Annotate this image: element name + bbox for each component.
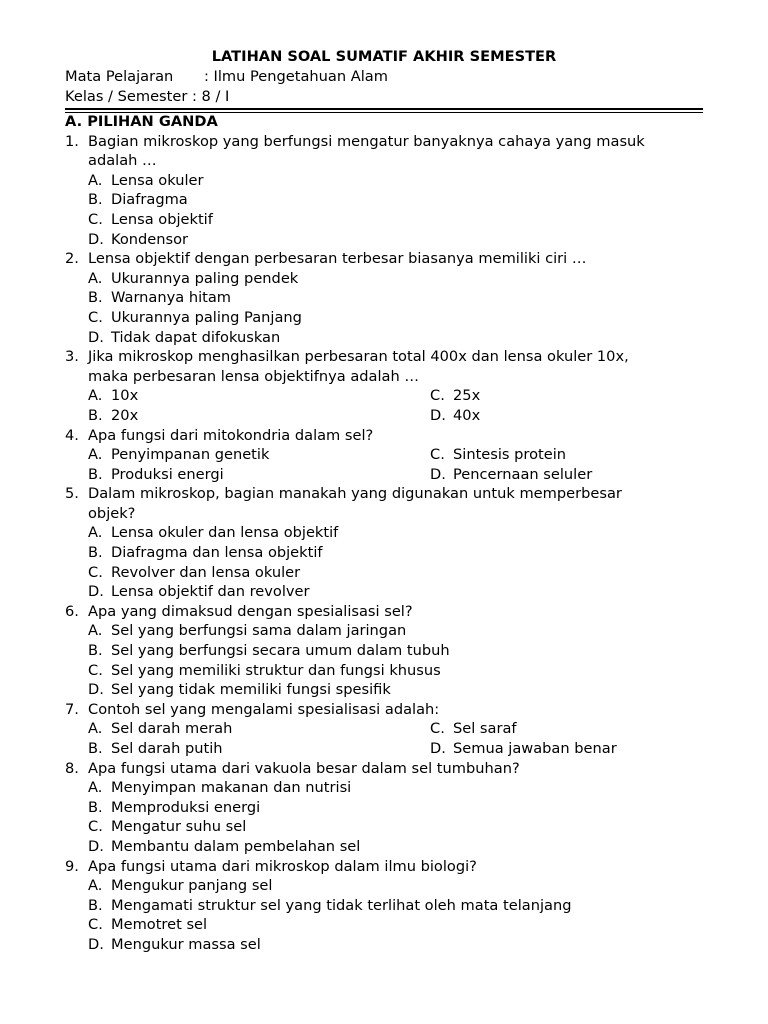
subject-value: : Ilmu Pengetahuan Alam — [204, 68, 388, 85]
option-a: A. Sel darah merah — [88, 720, 233, 738]
question-text: Lensa objektif dengan perbesaran terbesar biasanya memiliki ciri … — [88, 250, 587, 268]
question-text-continued: adalah … — [88, 152, 157, 170]
question-text: Apa fungsi utama dari mikroskop dalam ilmu biologi? — [88, 857, 477, 875]
option-b: B. Mengamati struktur sel yang tidak terlihat oleh mata telanjang — [88, 896, 572, 914]
question-7 — [65, 700, 705, 720]
option-d: D. Tidak dapat difokuskan — [88, 328, 281, 346]
option-a: A. Menyimpan makanan dan nutrisi — [88, 779, 352, 797]
option-c: C. 25x — [430, 387, 481, 405]
question-text: Jika mikroskop menghasilkan perbesaran total 400x dan lensa okuler 10x, — [88, 348, 629, 366]
option-c: C. Memotret sel — [88, 916, 208, 934]
question-3 — [65, 347, 705, 367]
option-a: A. Sel yang berfungsi sama dalam jaringan — [88, 622, 407, 640]
option-c: C. Lensa objektif — [88, 210, 213, 228]
question-number: 5. — [65, 485, 79, 503]
option-b: B. Produksi energi — [88, 465, 224, 483]
subject-row — [65, 67, 388, 87]
option-d: D. Pencernaan seluler — [430, 465, 593, 483]
option-a: A. Lensa okuler — [88, 171, 204, 189]
question-number: 2. — [65, 250, 79, 268]
question-number: 9. — [65, 857, 79, 875]
option-b: B. Diafragma — [88, 191, 188, 209]
option-d: D. Membantu dalam pembelahan sel — [88, 837, 361, 855]
question-number: 7. — [65, 700, 79, 718]
option-row-ac — [65, 445, 705, 465]
option-c: C. Mengatur suhu sel — [88, 818, 247, 836]
question-2 — [65, 249, 705, 269]
option-b: B. Sel darah putih — [88, 740, 223, 757]
question-9 — [65, 857, 705, 877]
question-text: Apa yang dimaksud dengan spesialisasi sel? — [88, 602, 413, 620]
question-number: 8. — [65, 759, 79, 777]
class-value: : 8 / I — [187, 88, 230, 105]
question-text: Dalam mikroskop, bagian manakah yang digunakan untuk memperbesar — [88, 485, 622, 503]
option-c: C. Sintesis protein — [430, 446, 567, 464]
question-number: 3. — [65, 348, 79, 366]
option-a: A. Lensa okuler dan lensa objektif — [88, 524, 339, 542]
option-row-bd — [65, 465, 705, 485]
option-d: D. Lensa objektif dan revolver — [88, 583, 310, 601]
option-c: C. Ukurannya paling Panjang — [88, 308, 302, 326]
question-list — [65, 112, 705, 955]
section-title: A. PILIHAN GANDA — [65, 113, 218, 130]
question-number: 6. — [65, 602, 79, 620]
option-a: A. 10x — [88, 387, 139, 405]
question-text: Apa fungsi dari mitokondria dalam sel? — [88, 426, 374, 444]
question-6 — [65, 602, 705, 622]
class-label: Kelas / Semester — [65, 88, 188, 105]
subject-label: Mata Pelajaran — [65, 68, 174, 85]
page-title: LATIHAN SOAL SUMATIF AKHIR SEMESTER — [211, 48, 557, 65]
option-d: D. 40x — [430, 406, 481, 424]
option-b: B. 20x — [88, 406, 139, 424]
option-row-bd — [65, 739, 705, 759]
question-1 — [65, 132, 705, 152]
question-text: Apa fungsi utama dari vakuola besar dalam sel tumbuhan? — [88, 759, 520, 777]
option-d: D. Kondensor — [88, 230, 189, 248]
class-row — [65, 87, 229, 107]
option-d: D. Sel yang tidak memiliki fungsi spesifik — [88, 681, 391, 699]
option-b: B. Memproduksi energi — [88, 798, 261, 816]
option-a: A. Penyimpanan genetik — [88, 446, 270, 464]
option-d: D. Semua jawaban benar — [430, 740, 617, 757]
option-row-ac — [65, 386, 705, 406]
option-b: B. Diafragma dan lensa objektif — [88, 544, 323, 562]
option-a: A. Ukurannya paling pendek — [88, 269, 299, 287]
question-number: 1. — [65, 132, 79, 150]
question-text: Bagian mikroskop yang berfungsi mengatur banyaknya cahaya yang masuk — [88, 132, 645, 150]
question-5 — [65, 484, 705, 504]
option-row-bd — [65, 406, 705, 426]
option-row-ac — [65, 719, 705, 739]
option-c: C. Sel yang memiliki struktur dan fungsi khusus — [88, 661, 441, 679]
option-d: D. Mengukur massa sel — [88, 935, 261, 953]
question-8 — [65, 759, 705, 779]
question-4 — [65, 426, 705, 446]
option-c: C. Revolver dan lensa okuler — [88, 563, 301, 581]
option-a: A. Mengukur panjang sel — [88, 877, 273, 895]
option-b: B. Sel yang berfungsi secara umum dalam tubuh — [88, 642, 450, 660]
question-text-continued: objek? — [88, 504, 136, 522]
option-c: C. Sel saraf — [430, 720, 517, 738]
question-number: 4. — [65, 426, 79, 444]
question-text: Contoh sel yang mengalami spesialisasi adalah: — [88, 700, 440, 718]
option-b: B. Warnanya hitam — [88, 289, 232, 307]
question-text-continued: maka perbesaran lensa objektifnya adalah … — [88, 367, 419, 385]
